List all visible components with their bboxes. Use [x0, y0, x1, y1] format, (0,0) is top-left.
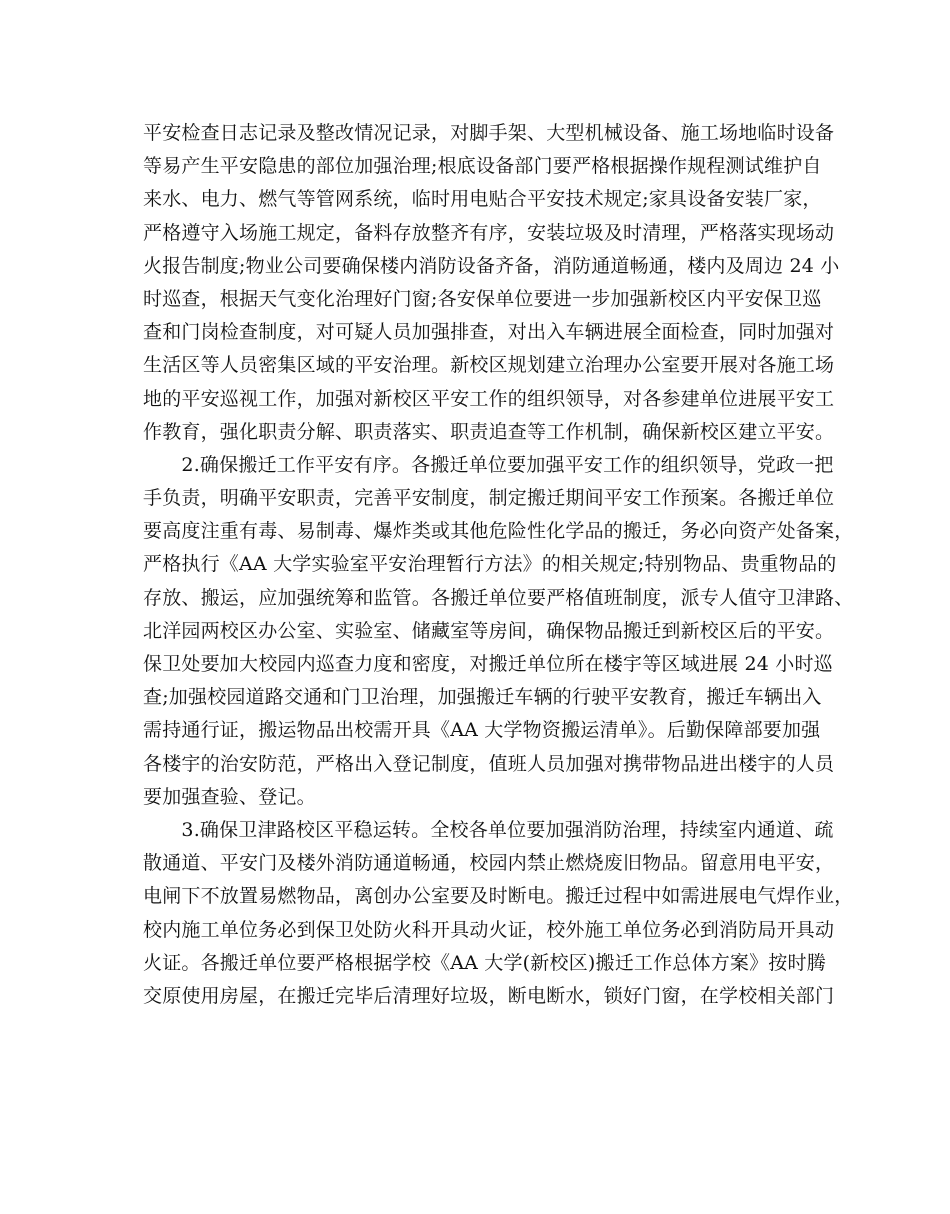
text-line: 时巡查，根据天气变化治理好门窗;各安保单位要进一步加强新校区内平安保卫巡 — [143, 287, 822, 310]
text-line: 等易产生平安隐患的部位加强治理;根底设备部门要严格根据操作规程测试维护自 — [143, 155, 822, 178]
text-line: 电闸下不放置易燃物品，离创办公室要及时断电。搬迁过程中如需进展电气焊作业， — [143, 885, 854, 908]
text-line: 来水、电力、燃气等管网系统，临时用电贴合平安技术规定;家具设备安装厂家， — [143, 188, 822, 211]
text-line: 校内施工单位务必到保卫处防火科开具动火证，校外施工单位务必到消防局开具动 — [143, 918, 835, 941]
text-line: 要加强查验、登记。 — [143, 785, 316, 808]
text-line: 查和门岗检查制度，对可疑人员加强排查，对出入车辆进展全面检查，同时加强对 — [143, 321, 835, 344]
text-line: 3.确保卫津路校区平稳运转。全校各单位要加强消防治理，持续室内通道、疏 — [143, 818, 834, 841]
text-line: 生活区等人员密集区域的平安治理。新校区规划建立治理办公室要开展对各施工场 — [143, 354, 835, 377]
text-line: 严格遵守入场施工规定，备料存放整齐有序，安装垃圾及时清理，严格落实现场动 — [143, 221, 835, 244]
body-text — [143, 117, 854, 1013]
text-line: 手负责，明确平安职责，完善平安制度，制定搬迁期间平安工作预案。各搬迁单位 — [143, 487, 835, 510]
text-line: 各楼宇的治安防范，严格出入登记制度，值班人员加强对携带物品进出楼宇的人员 — [143, 752, 835, 775]
text-line: 散通道、平安门及楼外消防通道畅通，校园内禁止燃烧废旧物品。留意用电平安， — [143, 852, 835, 875]
text-line: 地的平安巡视工作，加强对新校区平安工作的组织领导，对各参建单位进展平安工 — [143, 387, 835, 410]
text-line: 查;加强校园道路交通和门卫治理，加强搬迁车辆的行驶平安教育，搬迁车辆出入 — [143, 686, 822, 709]
text-line: 要高度注重有毒、易制毒、爆炸类或其他危险性化学品的搬迁，务必向资产处备案， — [143, 520, 854, 543]
text-line: 保卫处要加大校园内巡查力度和密度，对搬迁单位所在楼宇等区域进展 24 小时巡 — [143, 653, 833, 675]
text-line: 严格执行《AA 大学实验室平安治理暂行方法》的相关规定;特别物品、贵重物品的 — [143, 553, 837, 576]
text-line: 火报告制度;物业公司要确保楼内消防设备齐备，消防通道畅通，楼内及周边 24 小 — [143, 254, 840, 277]
text-line: 2.确保搬迁工作平安有序。各搬迁单位要加强平安工作的组织领导，党政一把 — [143, 453, 834, 476]
text-line: 交原使用房屋，在搬迁完毕后清理好垃圾，断电断水，锁好门窗，在学校相关部门 — [143, 984, 835, 1007]
text-line: 需持通行证，搬运物品出校需开具《AA 大学物资搬运清单》。后勤保障部要加强 — [143, 719, 821, 742]
text-line: 存放、搬运，应加强统筹和监管。各搬迁单位要严格值班制度，派专人值守卫津路、 — [143, 586, 854, 609]
text-line: 作教育，强化职责分解、职责落实、职责追查等工作机制，确保新校区建立平安。 — [143, 420, 835, 443]
text-line: 火证。各搬迁单位要严格根据学校《AA 大学(新校区)搬迁工作总体方案》按时腾 — [143, 951, 826, 974]
text-line: 北洋园两校区办公室、实验室、储藏室等房间，确保物品搬迁到新校区后的平安。 — [143, 619, 835, 642]
text-line: 平安检查日志记录及整改情况记录，对脚手架、大型机械设备、施工场地临时设备 — [143, 122, 835, 144]
